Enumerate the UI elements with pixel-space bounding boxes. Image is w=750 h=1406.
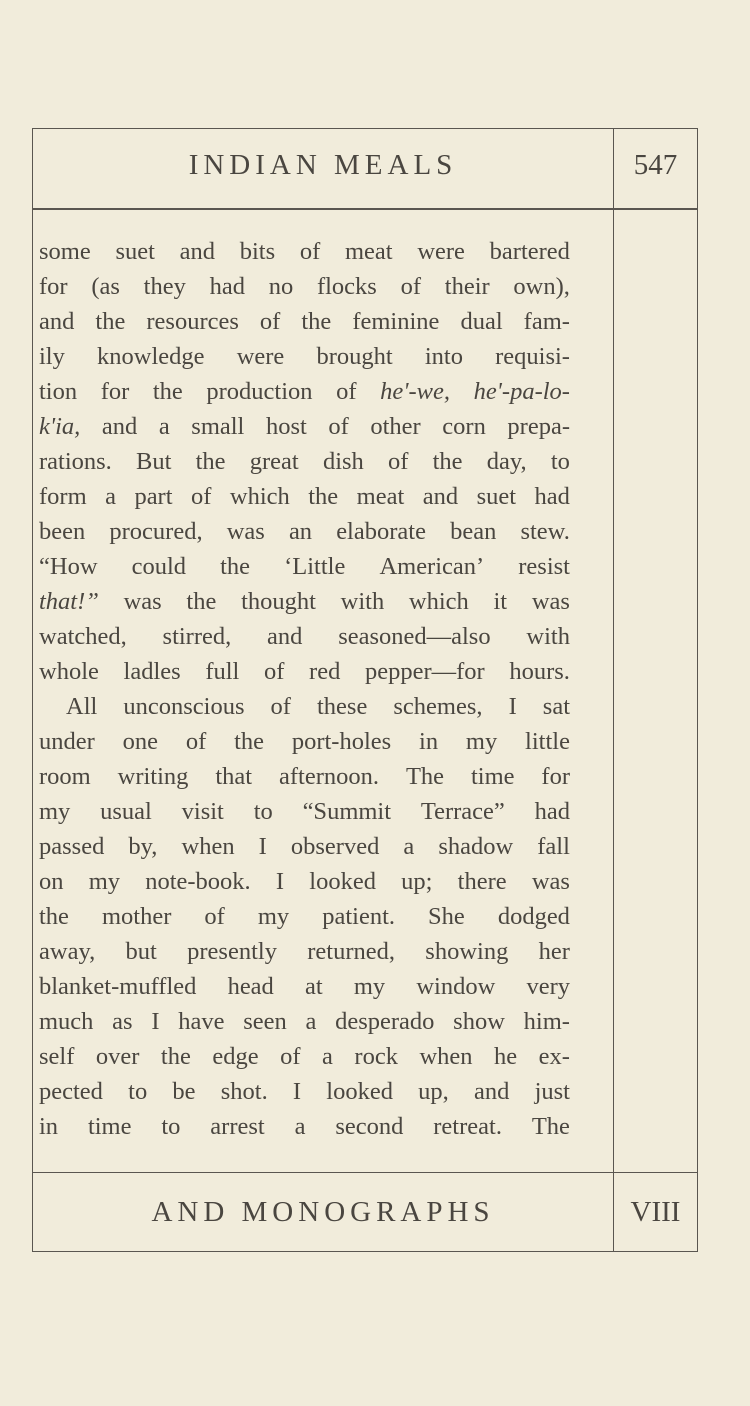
word: day, <box>486 448 527 475</box>
word: my <box>465 728 498 755</box>
word: whole <box>39 658 99 685</box>
word: other <box>370 413 421 440</box>
word: that!” <box>39 588 99 615</box>
text-line <box>39 269 570 304</box>
word: brought <box>316 343 393 370</box>
text-line <box>39 619 570 654</box>
word: my <box>257 903 290 930</box>
word: But <box>136 448 172 475</box>
word: under <box>39 728 95 755</box>
word: the <box>432 448 463 475</box>
word: of <box>191 483 212 510</box>
word: prepa- <box>507 413 570 440</box>
body-text <box>39 234 570 1144</box>
word: there <box>457 868 507 895</box>
word: away, <box>39 938 96 965</box>
text-line <box>39 1004 570 1039</box>
text-line <box>39 514 570 549</box>
word: production <box>206 378 313 405</box>
word: that <box>215 763 253 790</box>
word: little <box>525 728 570 755</box>
word: suet <box>476 483 517 510</box>
word: procured, <box>109 518 203 545</box>
word: was <box>531 868 570 895</box>
word: seen <box>243 1008 287 1035</box>
word: I <box>151 1008 160 1035</box>
word: but <box>125 938 157 965</box>
word: over <box>95 1043 140 1070</box>
word: in <box>419 728 439 755</box>
word: second <box>335 1113 404 1140</box>
word: presently <box>187 938 277 965</box>
word: stew. <box>520 518 570 545</box>
word: and <box>39 308 75 335</box>
word: had <box>534 483 570 510</box>
word: him- <box>523 1008 570 1035</box>
word: my <box>353 973 386 1000</box>
word: which <box>229 483 290 510</box>
word: “How <box>39 553 98 580</box>
word: of <box>299 238 321 265</box>
word: pected <box>39 1078 103 1105</box>
word: seasoned—also <box>338 623 491 650</box>
word: ‘Little <box>284 553 346 580</box>
word: been <box>39 518 86 545</box>
word: of <box>336 378 357 405</box>
word: as <box>112 1008 133 1035</box>
word: had <box>209 273 245 300</box>
word: All <box>66 693 98 720</box>
word: the <box>39 903 69 930</box>
word: her <box>538 938 570 965</box>
word: shadow <box>438 833 514 860</box>
word: on <box>39 868 64 895</box>
text-line <box>39 234 570 269</box>
word: a <box>305 1008 317 1035</box>
word: by, <box>128 833 158 860</box>
word: head <box>227 973 274 1000</box>
word: of <box>259 308 281 335</box>
word: he <box>494 1043 518 1070</box>
word: no <box>268 273 294 300</box>
text-line <box>39 724 570 759</box>
word: ladles <box>123 658 181 685</box>
text-line <box>39 304 570 339</box>
word: looked <box>309 868 376 895</box>
text-line <box>39 584 570 619</box>
word: blanket-muffled <box>39 973 197 1000</box>
word: with <box>526 623 570 650</box>
footer-rule <box>33 1172 697 1173</box>
word: pepper—for <box>364 658 485 685</box>
word: the <box>301 308 332 335</box>
word: and <box>422 483 459 510</box>
word: shot. <box>220 1078 268 1105</box>
word: arrest <box>210 1113 265 1140</box>
text-line <box>39 829 570 864</box>
running-head-title: INDIAN MEALS <box>188 149 458 181</box>
word: was <box>226 518 265 545</box>
word: afternoon. <box>279 763 380 790</box>
word: unconscious <box>123 693 245 720</box>
page-number: 547 <box>633 149 678 181</box>
word: I <box>258 833 267 860</box>
word: feminine <box>352 308 440 335</box>
word: I <box>508 693 517 720</box>
word: ex- <box>538 1043 570 1070</box>
word: be <box>172 1078 196 1105</box>
text-line <box>39 1039 570 1074</box>
word: She <box>428 903 465 930</box>
word: the <box>152 378 183 405</box>
word: resources <box>146 308 239 335</box>
word: observed <box>290 833 380 860</box>
word: hours. <box>509 658 570 685</box>
word: The <box>531 1113 570 1140</box>
word: to <box>161 1113 181 1140</box>
word: were <box>236 343 285 370</box>
word: of <box>263 658 285 685</box>
word: writing <box>117 763 189 790</box>
word: for <box>39 273 68 300</box>
word: Terrace” <box>420 798 505 825</box>
word: meat <box>344 238 393 265</box>
word: into <box>424 343 463 370</box>
word: of <box>185 728 207 755</box>
text-line <box>39 654 570 689</box>
word: schemes, <box>393 693 483 720</box>
text-line <box>39 864 570 899</box>
word: a <box>403 833 415 860</box>
word: which <box>408 588 469 615</box>
text-line <box>39 969 570 1004</box>
text-line <box>39 374 570 409</box>
word: showing <box>425 938 509 965</box>
text-line <box>39 1109 570 1144</box>
word: and <box>474 1078 510 1105</box>
word: they <box>143 273 186 300</box>
word: my <box>88 868 121 895</box>
word: stirred, <box>162 623 232 650</box>
word: show <box>453 1008 505 1035</box>
word: American’ <box>379 553 485 580</box>
word: up; <box>401 868 433 895</box>
word: of <box>280 1043 301 1070</box>
text-line <box>39 689 570 724</box>
word: (as <box>91 273 120 300</box>
word: at <box>304 973 323 1000</box>
text-line <box>39 339 570 374</box>
word: one <box>122 728 158 755</box>
word: “Summit <box>302 798 392 825</box>
word: could <box>131 553 187 580</box>
word: was <box>531 588 570 615</box>
word: some <box>39 238 91 265</box>
word: room <box>39 763 91 790</box>
word: to <box>253 798 273 825</box>
word: the <box>220 553 251 580</box>
page-frame <box>32 128 698 1252</box>
text-line <box>39 549 570 584</box>
footer-series: AND MONOGRAPHS <box>151 1196 495 1228</box>
word: host <box>265 413 307 440</box>
word: rock <box>354 1043 398 1070</box>
word: he'-we, <box>380 378 450 405</box>
word: of <box>400 273 422 300</box>
word: form <box>39 483 87 510</box>
word: an <box>288 518 313 545</box>
word: resist <box>518 553 570 580</box>
word: full <box>205 658 240 685</box>
word: visit <box>181 798 224 825</box>
word: had <box>534 798 570 825</box>
word: he'-pa-lo- <box>473 378 570 405</box>
word: of <box>204 903 225 930</box>
word: requisi- <box>495 343 570 370</box>
word: The <box>405 763 445 790</box>
word: sat <box>542 693 570 720</box>
text-line <box>39 1074 570 1109</box>
word: looked <box>326 1078 393 1105</box>
word: the <box>234 728 265 755</box>
word: meat <box>356 483 405 510</box>
word: a <box>105 483 116 510</box>
word: corn <box>442 413 486 440</box>
word: much <box>39 1008 94 1035</box>
word: edge <box>212 1043 259 1070</box>
column-divider <box>613 129 614 1251</box>
header-rule <box>33 208 697 210</box>
word: to <box>128 1078 148 1105</box>
word: were <box>417 238 465 265</box>
word: to <box>550 448 570 475</box>
word: for <box>541 763 570 790</box>
word: watched, <box>39 623 127 650</box>
text-line <box>39 479 570 514</box>
word: part <box>134 483 173 510</box>
word: with <box>340 588 385 615</box>
word: fall <box>537 833 570 860</box>
word: a <box>158 413 170 440</box>
word: mother <box>101 903 172 930</box>
word: and <box>179 238 215 265</box>
word: small <box>191 413 245 440</box>
word: dodged <box>497 903 570 930</box>
word: great <box>249 448 299 475</box>
word: bean <box>450 518 497 545</box>
word: when <box>181 833 235 860</box>
word: and <box>267 623 303 650</box>
word: very <box>526 973 570 1000</box>
word: thought <box>241 588 316 615</box>
word: up, <box>418 1078 449 1105</box>
word: suet <box>115 238 155 265</box>
word: a <box>294 1113 306 1140</box>
word: their <box>444 273 490 300</box>
word: k'ia, <box>39 413 81 440</box>
word: time <box>87 1113 132 1140</box>
word: elaborate <box>336 518 426 545</box>
word: passed <box>39 833 105 860</box>
word: port-holes <box>291 728 392 755</box>
word: rations. <box>39 448 112 475</box>
word: fam- <box>523 308 570 335</box>
word: flocks <box>316 273 377 300</box>
word: for <box>100 378 130 405</box>
word: just <box>534 1078 570 1105</box>
word: of <box>387 448 409 475</box>
word: I <box>275 868 285 895</box>
word: returned, <box>307 938 395 965</box>
word: the <box>95 308 126 335</box>
word: tion <box>39 378 78 405</box>
text-line <box>39 444 570 479</box>
word: the <box>195 448 226 475</box>
word: the <box>186 588 217 615</box>
text-line <box>39 409 570 444</box>
word: red <box>309 658 341 685</box>
word: usual <box>100 798 152 825</box>
word: it <box>493 588 508 615</box>
word: dual <box>460 308 503 335</box>
word: and <box>101 413 138 440</box>
word: of <box>328 413 349 440</box>
text-line <box>39 899 570 934</box>
word: my <box>39 798 71 825</box>
word: window <box>416 973 496 1000</box>
word: was <box>123 588 162 615</box>
word: have <box>178 1008 225 1035</box>
word: time <box>470 763 515 790</box>
word: patient. <box>322 903 395 930</box>
word: own), <box>513 273 570 300</box>
word: of <box>270 693 291 720</box>
word: retreat. <box>433 1113 502 1140</box>
word: when <box>419 1043 473 1070</box>
word: these <box>317 693 368 720</box>
word: knowledge <box>97 343 205 370</box>
word: desperado <box>335 1008 435 1035</box>
word: self <box>39 1043 75 1070</box>
word: the <box>160 1043 191 1070</box>
text-line <box>39 794 570 829</box>
text-line <box>39 934 570 969</box>
word: dish <box>322 448 364 475</box>
word: in <box>39 1113 59 1140</box>
word: bits <box>239 238 276 265</box>
word: I <box>292 1078 302 1105</box>
word: the <box>308 483 339 510</box>
footer-volume: VIII <box>630 1196 681 1228</box>
word: a <box>322 1043 333 1070</box>
word: bartered <box>489 238 570 265</box>
word: ily <box>39 343 65 370</box>
word: note-book. <box>145 868 251 895</box>
text-line <box>39 759 570 794</box>
